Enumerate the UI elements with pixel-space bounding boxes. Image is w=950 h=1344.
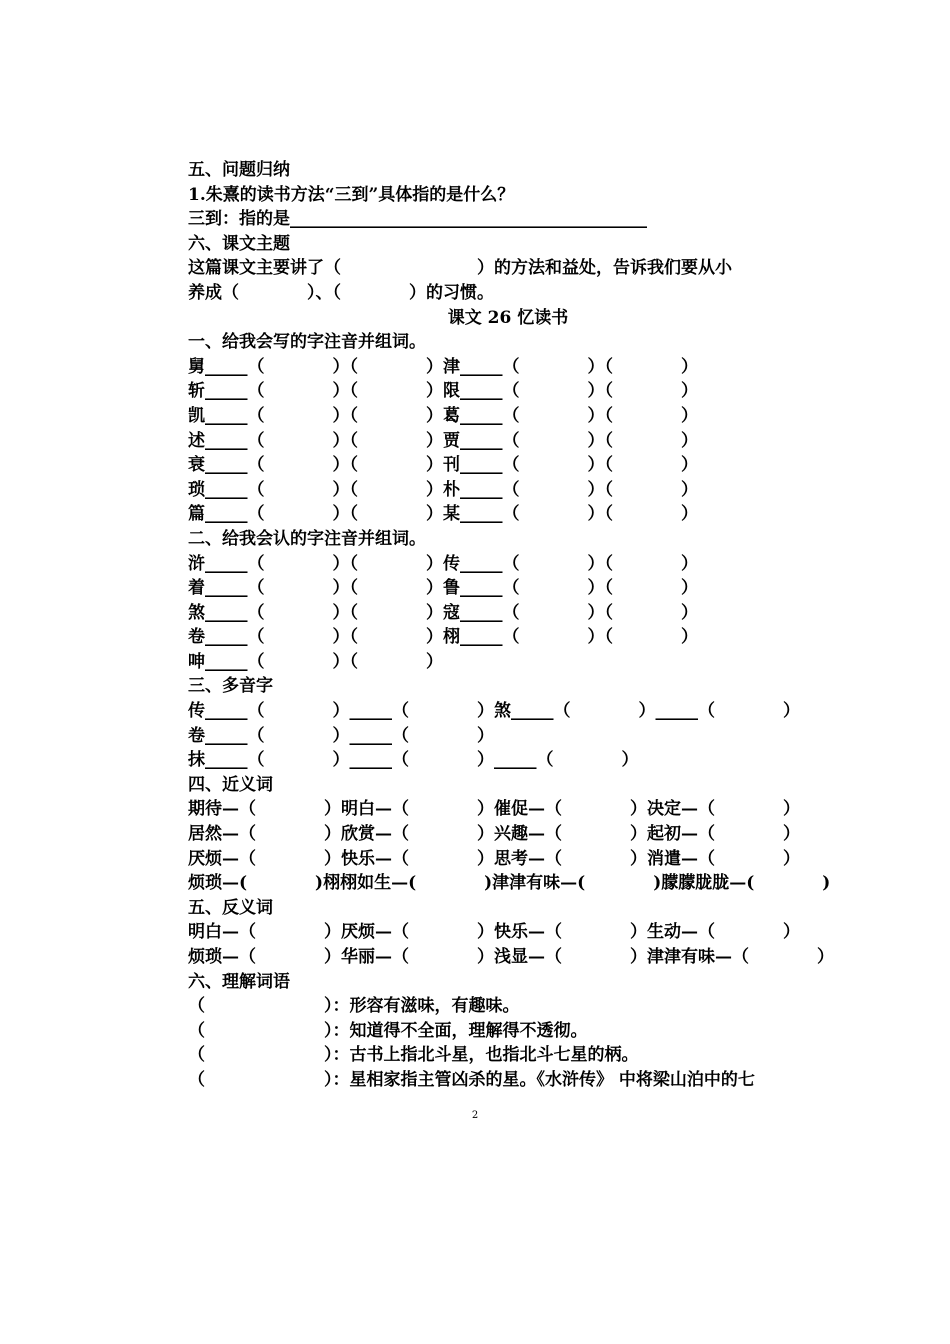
exercise-row: 呻_____（ ）（ ） <box>188 651 443 672</box>
lesson-title: 课文 26 忆读书 <box>447 307 569 328</box>
section-heading: 三、多音字 <box>188 676 273 697</box>
section-heading: 二、给我会认的字注音并组词。 <box>188 528 426 549</box>
section-heading: 六、理解词语 <box>188 971 290 992</box>
exercise-row: 厌烦—（ ）快乐—（ ）思考—（ ）消遣—（ ） <box>188 848 800 869</box>
exercise-row: 衰_____（ ）（ ）刊_____（ ）（ ） <box>188 455 698 476</box>
exercise-row: 烦琐—（ ）华丽—（ ）浅显—（ ）津津有味—（ ） <box>188 947 834 967</box>
exercise-row: 抹_____（ ）_____（ ）_____（ ） <box>188 750 639 771</box>
exercise-row: 着_____（ ）（ ）鲁_____（ ）（ ） <box>188 578 698 599</box>
exercise-row: 琐_____（ ）（ ）朴_____（ ）（ ） <box>188 479 698 500</box>
answer-line: 三到：指的是__________________________________________ <box>188 209 647 230</box>
theme-line: 这篇课文主要讲了（ ）的方法和益处，告诉我们要从小 <box>188 258 732 279</box>
section-heading: 五、反义词 <box>188 897 273 918</box>
theme-line: 养成（ ）、（ ）的习惯。 <box>188 282 494 303</box>
exercise-row: （ ）：星相家指主管凶杀的星。《水浒传》 中将梁山泊中的七 <box>188 1069 755 1090</box>
section-heading: 一、给我会写的字注音并组词。 <box>188 332 426 353</box>
exercise-row: 煞_____（ ）（ ）寇_____（ ）（ ） <box>188 602 698 623</box>
worksheet-content <box>188 158 848 1093</box>
exercise-row: 凯_____（ ）（ ）葛_____（ ）（ ） <box>188 405 698 426</box>
exercise-row: 篇_____（ ）（ ）某_____（ ）（ ） <box>188 504 698 525</box>
section-heading: 四、近义词 <box>188 774 273 795</box>
exercise-row: 明白—（ ）厌烦—（ ）快乐—（ ）生动—（ ） <box>188 922 800 943</box>
exercise-row: 浒_____（ ）（ ）传_____（ ）（ ） <box>188 553 698 574</box>
exercise-row: 传_____（ ）_____（ ）煞_____（ ）_____（ ） <box>188 701 800 722</box>
exercise-row: 期待—（ ）明白—（ ）催促—（ ）决定—（ ） <box>188 799 800 820</box>
exercise-row: 卷_____（ ）_____（ ） <box>188 725 494 746</box>
question-text: 1.朱熹的读书方法“三到”具体指的是什么？ <box>188 184 515 205</box>
exercise-row: 舅_____（ ）（ ）津_____（ ）（ ） <box>188 356 698 377</box>
page-number: 2 <box>471 1110 479 1121</box>
exercise-row: （ ）：形容有滋味，有趣味。 <box>188 996 520 1017</box>
exercise-row: （ ）：古书上指北斗星，也指北斗七星的柄。 <box>188 1045 639 1066</box>
exercise-row: 斩_____（ ）（ ）限_____（ ）（ ） <box>188 381 698 402</box>
exercise-row: 卷_____（ ）（ ）栩_____（ ）（ ） <box>188 627 698 648</box>
exercise-row: （ ）：知道得不全面，理解得不透彻。 <box>188 1020 588 1041</box>
exercise-row: 居然—（ ）欣赏—（ ）兴趣—（ ）起初—（ ） <box>188 824 800 845</box>
exercise-row: 烦琐—( )栩栩如生—( )津津有味—( )朦朦胧胧—( ) <box>188 873 831 894</box>
section-heading: 五、问题归纳 <box>188 160 290 180</box>
section-heading: 六、课文主题 <box>188 233 290 254</box>
exercise-row: 述_____（ ）（ ）贾_____（ ）（ ） <box>188 430 698 451</box>
